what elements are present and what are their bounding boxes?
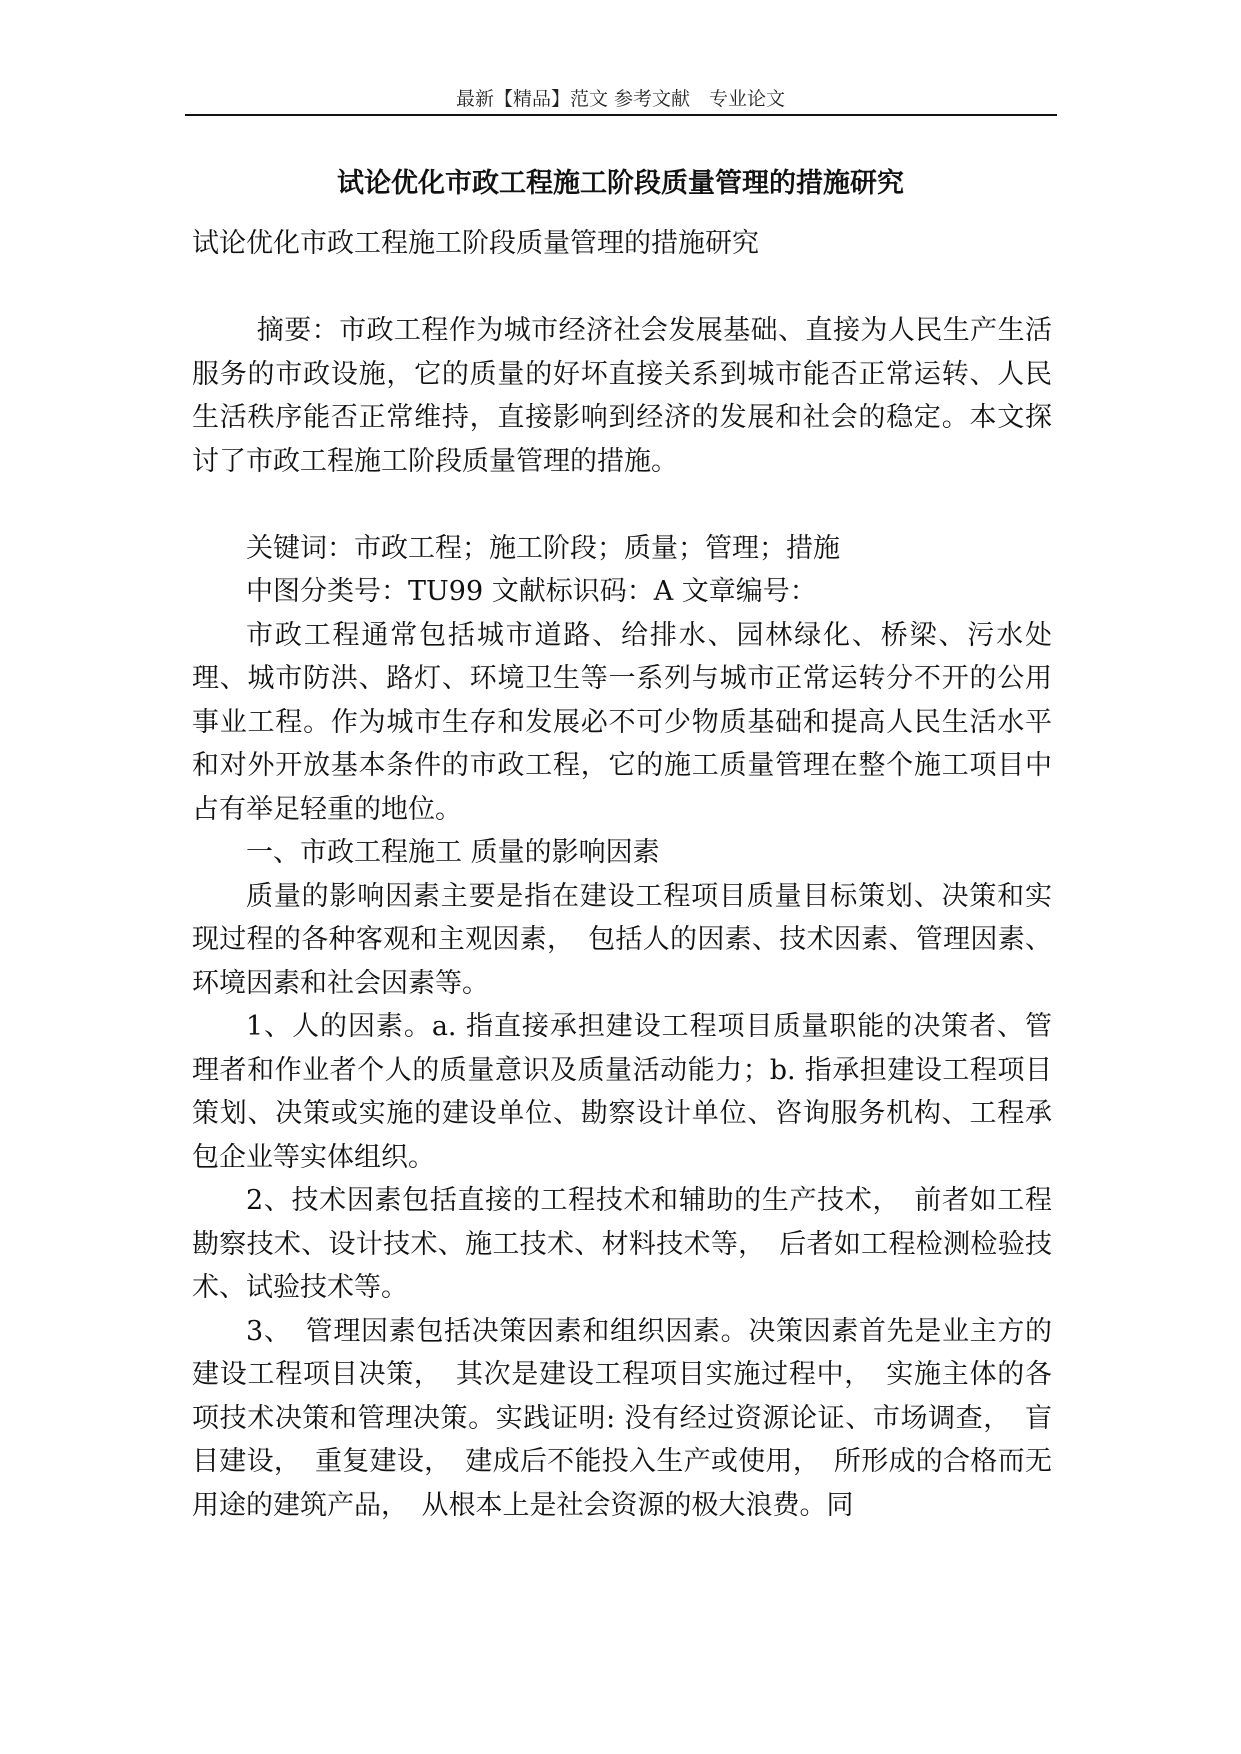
document-title: 试论优化市政工程施工阶段质量管理的措施研究 <box>337 168 904 199</box>
body-paragraph: 1、人的因素。a. 指直接承担建设工程项目质量职能的决策者、管理者和作业者个人的质量意识及质量活动能力；b. 指承担建设工程项目策划、决策或实施的建设单位、勘察设计单位、咨询服务机构、工程承包企业等实体组织。 <box>192 1011 1052 1173</box>
spacer <box>192 483 1052 527</box>
body-paragraph: 3、 管理因素包括决策因素和组织因素。决策因素首先是业主方的建设工程项目决策， 其次是建设工程项目实施过程中， 实施主体的各项技术决策和管理决策。实践证明: 没有经过资源论证、市场调查， 盲目建设， 重复建设， 建成后不能投入生产或使用， 所形成的合格而无用途的建筑产品， 从根本上是社会资源的极大浪费。同 <box>192 1315 1052 1521</box>
classification-line: 中图分类号：TU99 文献标识码：A 文章编号： <box>246 576 817 607</box>
section-heading: 一、市政工程施工 质量的影响因素 <box>246 837 660 868</box>
body-paragraph: 2、技术因素包括直接的工程技术和辅助的生产技术， 前者如工程勘察技术、设计技术、施工技术、材料技术等， 后者如工程检测检验技术、试验技术等。 <box>192 1185 1052 1303</box>
header-divider <box>185 114 1057 116</box>
page-header: 最新【精品】范文 参考文献 专业论文 <box>455 88 786 110</box>
abstract-paragraph: 摘要：市政工程作为城市经济社会发展基础、直接为人民生产生活服务的市政设施，它的质量的好坏直接关系到城市能否正常运转、人民生活秩序能否正常维持，直接影响到经济的发展和社会的稳定。本文探讨了市政工程施工阶段质量管理的措施。 <box>192 315 1052 477</box>
spacer <box>192 266 1052 310</box>
keywords-line: 关键词：市政工程；施工阶段；质量；管理；措施 <box>246 532 840 564</box>
body-paragraph: 质量的影响因素主要是指在建设工程项目质量目标策划、决策和实现过程的各种客观和主观因素， 包括人的因素、技术因素、管理因素、环境因素和社会因素等。 <box>192 880 1052 999</box>
document-subtitle: 试论优化市政工程施工阶段质量管理的措施研究 <box>192 228 759 259</box>
body-paragraph: 市政工程通常包括城市道路、给排水、园林绿化、桥梁、污水处理、城市防洪、路灯、环境卫生等一系列与城市正常运转分不开的公用事业工程。作为城市生存和发展必不可少物质基础和提高人民生活水平和对外开放基本条件的市政工程，它的施工质量管理在整个施工项目中占有举足轻重的地位。 <box>192 619 1052 825</box>
document-body <box>192 222 1052 1527</box>
